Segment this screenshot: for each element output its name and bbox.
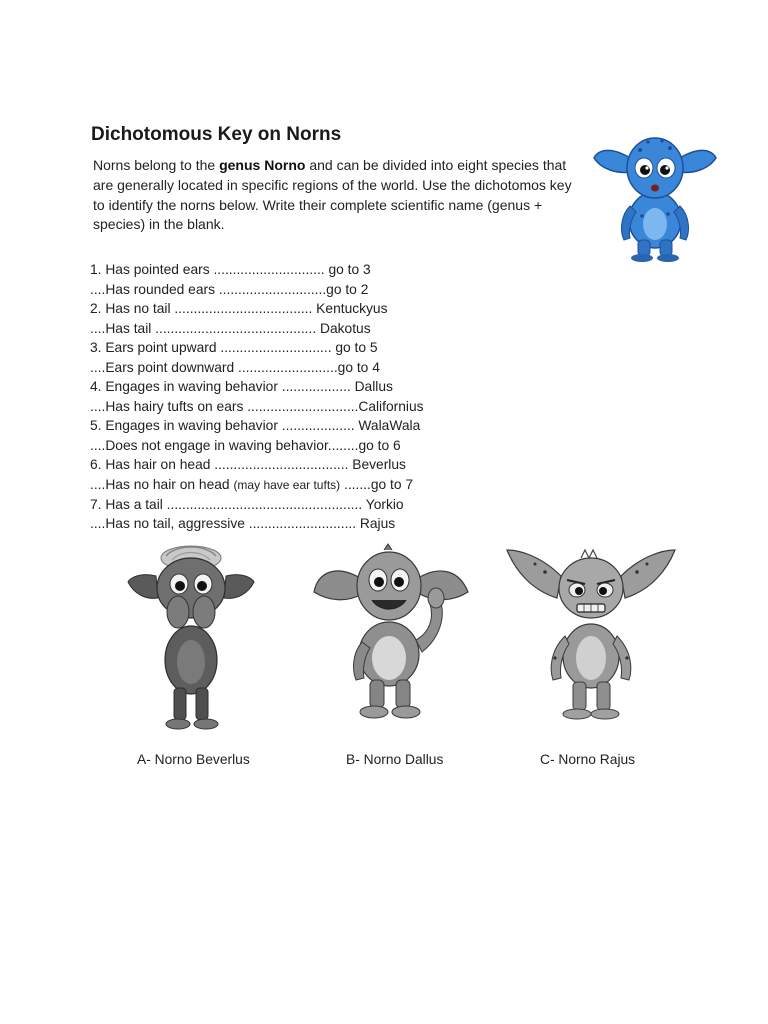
norn-b-illustration [312,542,470,722]
key-step: 4. Engages in waving behavior .................. Dallus [90,379,393,395]
key-step: 3. Ears point upward ............................. go to 5 [90,340,378,356]
key-step: ....Ears point downward ..........................go to 4 [90,359,380,375]
key-step: 5. Engages in waving behavior ................... WalaWala [90,418,421,434]
intro-text-end: and can be divided into eight species that are generally located in specific regions of the world. Use the dichotomos key to identify the norns below. Write their complete scientific name (genus + species) in the blank. [93,157,572,233]
key-step-text: .......go to 7 [340,477,414,493]
norn-a-illustration [126,542,256,732]
dichotomous-key [90,260,424,534]
key-step: 6. Has hair on head ................................... Beverlus [90,457,406,473]
key-step: ....Does not engage in waving behavior........go to 6 [90,437,401,453]
key-step: ....Has rounded ears ............................go to 2 [90,281,369,297]
key-step: ....Has tail .......................................... Dakotus [90,320,371,336]
caption-norn-b: B- Norno Dallus [346,752,444,767]
page-title: Dichotomous Key on Norns [91,124,342,145]
key-step: 1. Has pointed ears ............................. go to 3 [90,262,371,277]
blue-norn-illustration [590,128,720,264]
intro-text-start: Norns belong to the [93,157,220,173]
caption-norn-c: C- Norno Rajus [540,752,636,767]
key-step-text: ....Has no hair on head [90,477,234,493]
intro-paragraph [93,156,585,235]
key-step [90,475,424,495]
key-step: ....Has hairy tufts on ears .............................Californius [90,398,424,414]
key-step-note: (may have ear tufts) [233,478,341,493]
intro-genus-bold: genus Norno [219,157,306,173]
key-step: 2. Has no tail .................................... Kentuckyus [90,301,388,317]
caption-norn-a: A- Norno Beverlus [137,752,250,767]
norn-c-illustration [505,546,677,722]
key-step: ....Has no tail, aggressive ............................ Rajus [90,516,396,532]
key-step: 7. Has a tail ................................................... Yorkio [90,496,404,512]
